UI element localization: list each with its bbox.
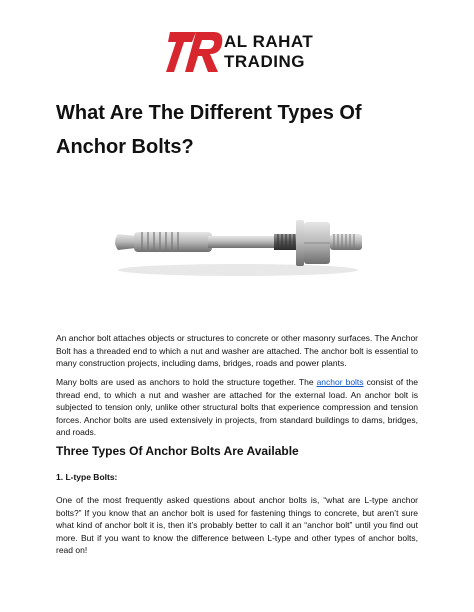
subheading-l-type: 1. L-type Bolts: — [56, 472, 118, 482]
anchors-paragraph — [56, 376, 418, 439]
intro-paragraph: An anchor bolt attaches objects or structures to concrete or other masonry surfaces. The Anchor Bolt has a threaded end to which a nut and washer are attached. The anchor bolt is essential to many construction projects, including dams, bridges, roads and power plants. — [56, 333, 418, 368]
page-title: What Are The Different Types Of Anchor Bolts? — [56, 102, 362, 158]
brand-line-1: AL RAHAT — [224, 32, 314, 51]
brand-line-2: TRADING — [224, 52, 305, 71]
paragraph-text-before: Many bolts are used as anchors to hold the structure together. The — [56, 377, 317, 387]
section-heading: Three Types Of Anchor Bolts Are Available — [56, 444, 299, 458]
paragraph-text-after: consist of the thread end, to which a nut and washer are attached for the external load. An anchor bolt is subjected to tension only, unlike other structural bolts that experience compression and tension forces. Anchor bolts are used extensively in projects, from standard buildings to dams, bridges, and roads. — [56, 377, 418, 437]
brand-name — [224, 32, 313, 72]
anchor-bolt-image — [108, 200, 370, 286]
anchor-bolts-link[interactable]: anchor bolts — [316, 377, 364, 387]
l-type-paragraph: One of the most frequently asked questions about anchor bolts is, “what are L-type anchor bolts?” If you know that an anchor bolt is used for fastening things to concrete, but aren’t sure what kind of anchor bolt it is, then it’s probably better to call it an “anchor bolt” until you find out more. But if you want to know the difference between L-type and other types of anchor bolts, read on! — [56, 495, 418, 555]
